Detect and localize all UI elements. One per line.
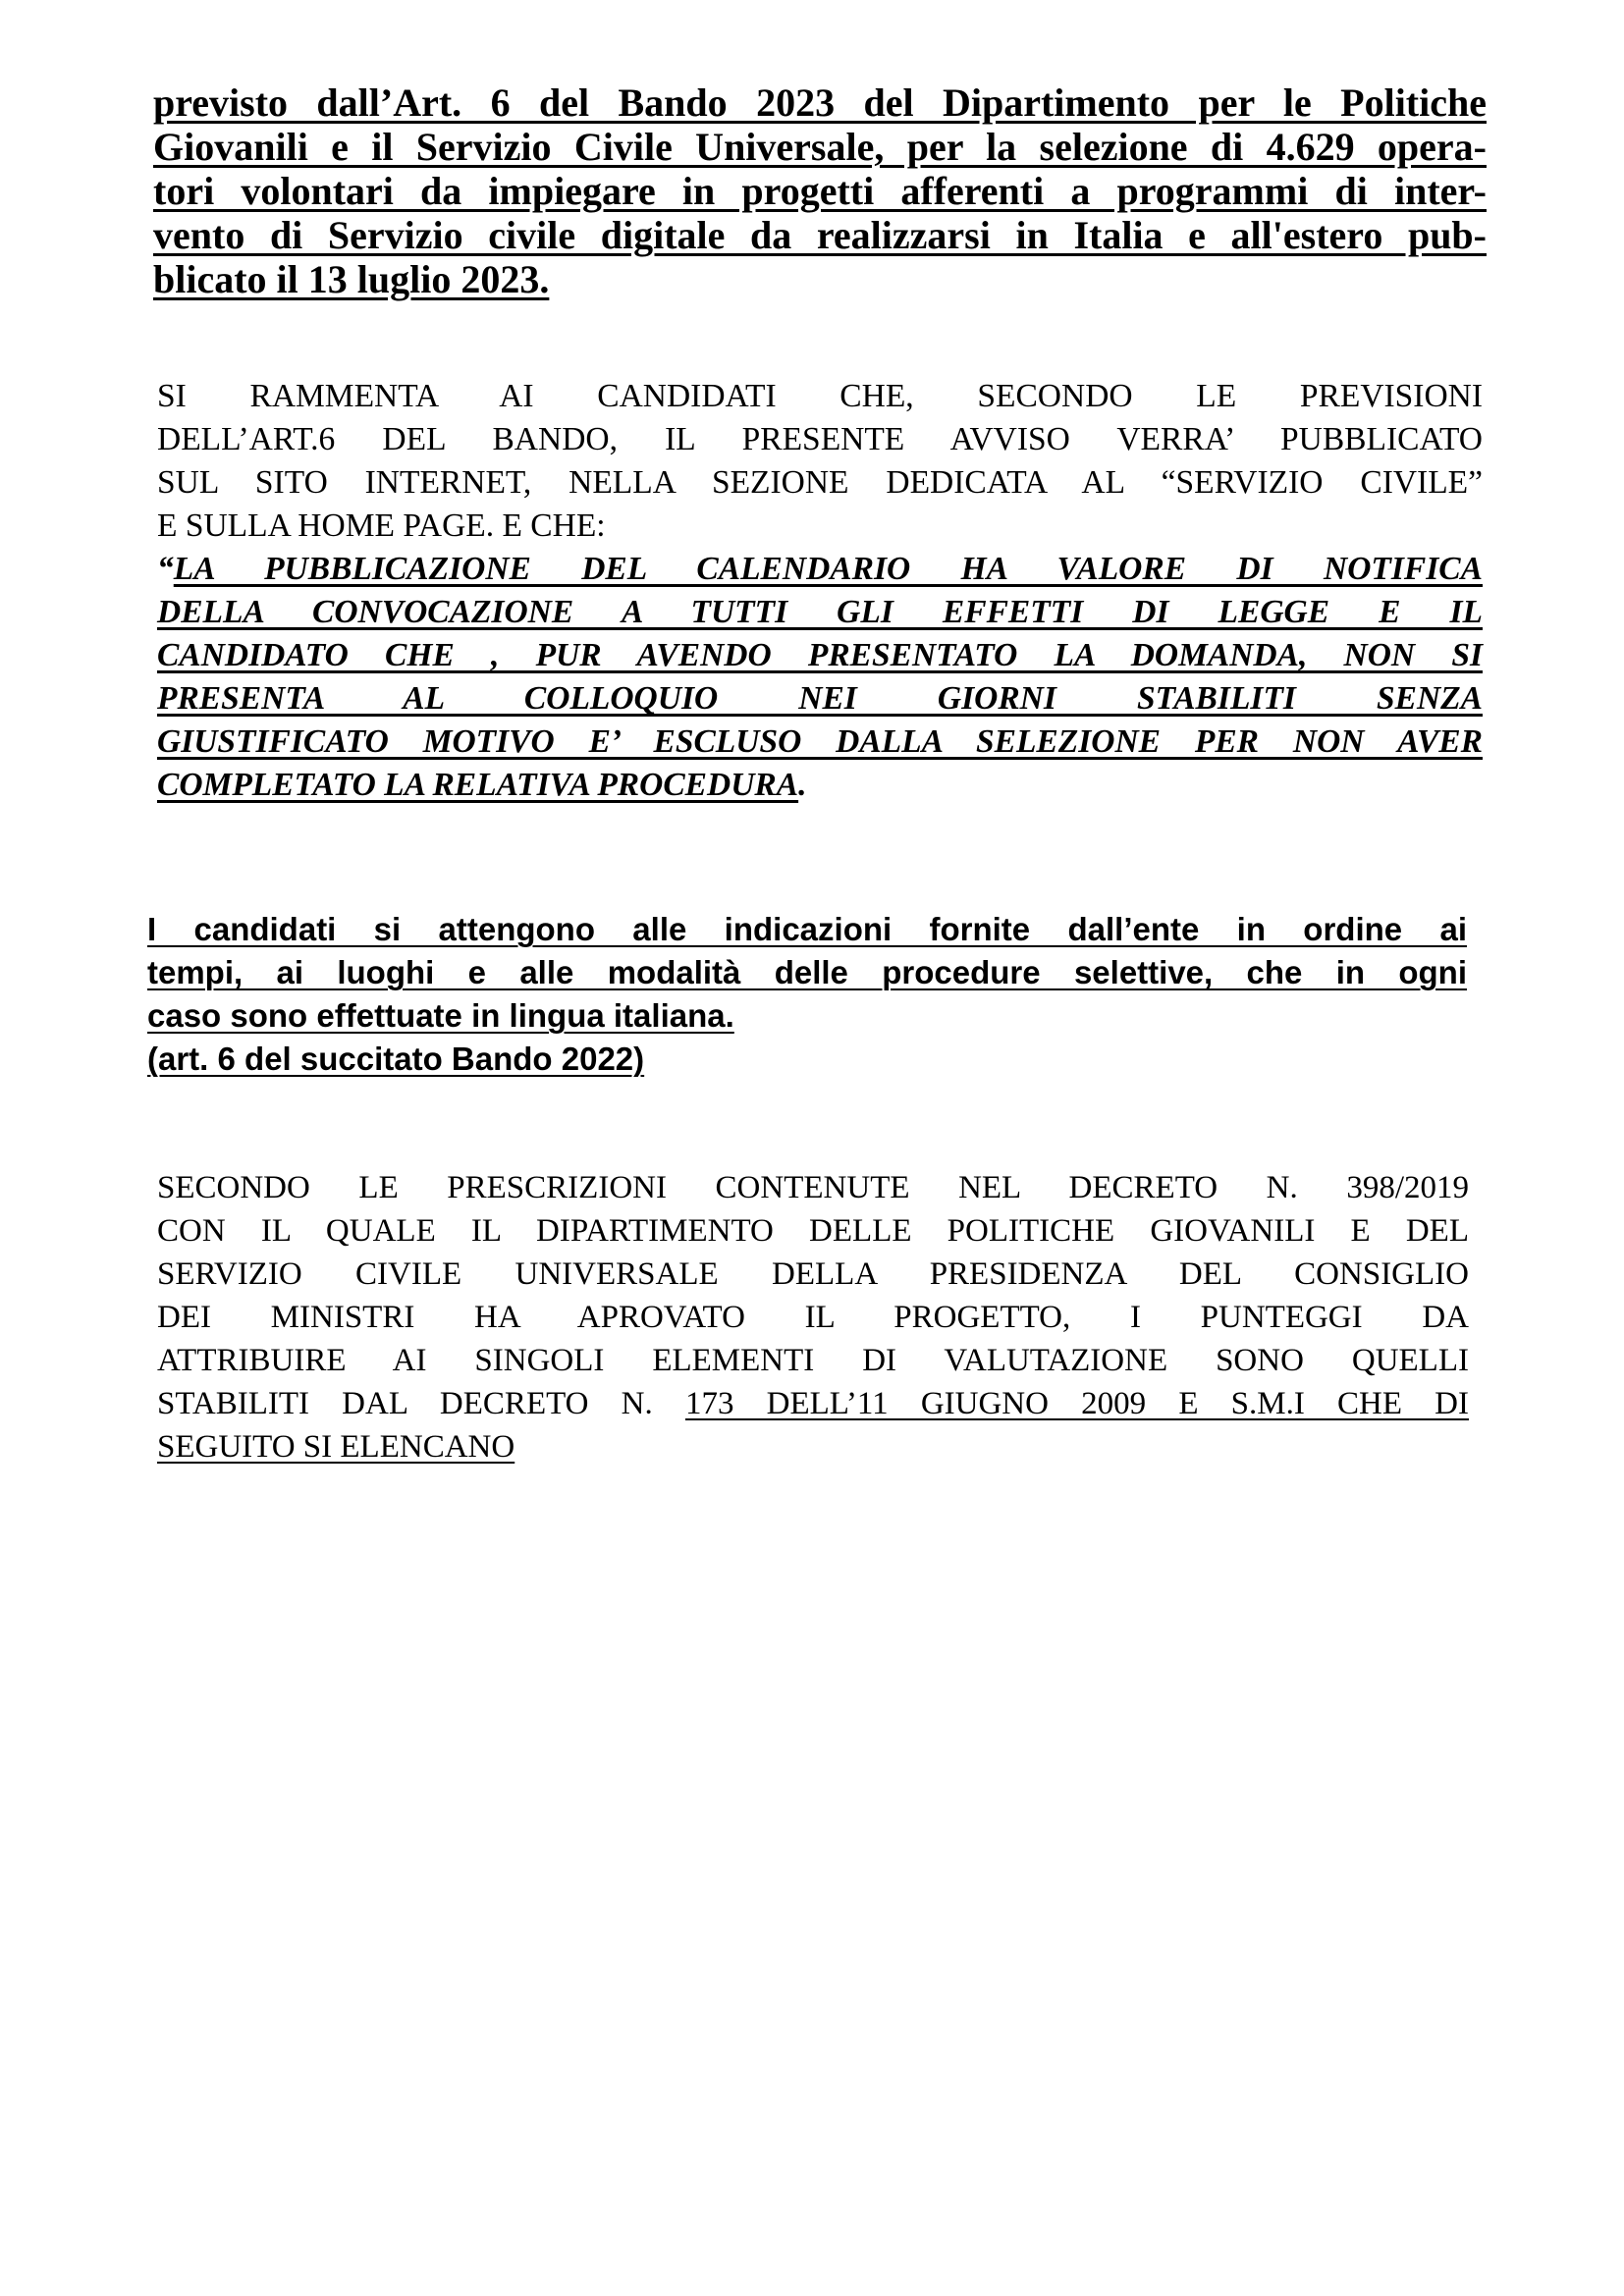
prescriptions-line: SEGUITO SI ELENCANO	[157, 1429, 515, 1465]
candidates-paragraph	[147, 908, 1467, 1081]
intro-line: blicato il 13 luglio 2023.	[153, 257, 550, 301]
reminder-line: SUL SITO INTERNET, NELLA SEZIONE DEDICATA AL “SERVIZIO CIVILE”	[157, 464, 1483, 501]
bando-reference: (art. 6 del succitato Bando 2022)	[147, 1041, 645, 1077]
intro-paragraph	[153, 80, 1487, 301]
reminder-line: SI RAMMENTA AI CANDIDATI CHE, SECONDO LE PREVISIONI	[157, 378, 1483, 414]
notice-line: CANDIDATO CHE , PUR AVENDO PRESENTATO LA DOMANDA, NON SI	[157, 637, 1483, 673]
prescriptions-line: STABILITI DAL DECRETO N. 173 DELL’11 GIUGNO 2009 E S.M.I CHE DI	[157, 1386, 1470, 1421]
reminder-paragraph	[157, 375, 1483, 807]
notice-end: .	[798, 767, 807, 803]
notice-line: PRESENTA AL COLLOQUIO NEI GIORNI STABILITI SENZA	[157, 680, 1483, 717]
prescriptions-line: CON IL QUALE IL DIPARTIMENTO DELLE POLITICHE GIOVANILI E DEL	[157, 1213, 1469, 1249]
notice-line: DELLA CONVOCAZIONE A TUTTI GLI EFFETTI DI LEGGE E IL	[157, 594, 1483, 630]
notice-line: GIUSTIFICATO MOTIVO E’ ESCLUSO DALLA SELEZIONE PER NON AVER	[157, 723, 1483, 760]
reminder-line: DELL’ART.6 DEL BANDO, IL PRESENTE AVVISO VERRA’ PUBBLICATO	[157, 421, 1483, 457]
prescriptions-line: ATTRIBUIRE AI SINGOLI ELEMENTI DI VALUTAZIONE SONO QUELLI	[157, 1343, 1469, 1378]
notification-notice	[157, 548, 1483, 807]
notice-line: COMPLETATO LA RELATIVA PROCEDURA.	[157, 767, 807, 803]
notice-line: “LA PUBBLICAZIONE DEL CALENDARIO HA VALORE DI NOTIFICA	[157, 551, 1483, 587]
candidates-line: I candidati si attengono alle indicazioni fornite dall’ente in ordine ai	[147, 911, 1467, 947]
intro-line: vento di Servizio civile digitale da realizzarsi in Italia e all'estero pub-	[153, 213, 1487, 257]
prescriptions-line: SERVIZIO CIVILE UNIVERSALE DELLA PRESIDENZA DEL CONSIGLIO	[157, 1256, 1469, 1292]
prescriptions-paragraph	[157, 1166, 1469, 1468]
prescriptions-line: DEI MINISTRI HA APROVATO IL PROGETTO, I PUNTEGGI DA	[157, 1300, 1469, 1335]
reminder-line: E SULLA HOME PAGE. E CHE:	[157, 507, 606, 544]
prescriptions-line: SECONDO LE PRESCRIZIONI CONTENUTE NEL DECRETO N. 398/2019	[157, 1170, 1469, 1205]
candidates-line: caso sono effettuate in lingua italiana.	[147, 997, 734, 1034]
intro-line: tori volontari da impiegare in progetti afferenti a programmi di inter-	[153, 169, 1487, 213]
candidates-line: tempi, ai luoghi e alle modalità delle procedure selettive, che in ogni	[147, 954, 1467, 990]
intro-line: previsto dall’Art. 6 del Bando 2023 del Dipartimento per le Politiche	[153, 80, 1487, 125]
notice-open-quote: “	[157, 551, 174, 587]
decree-reference: 173 DELL’11 GIUGNO 2009 E S.M.I CHE DI	[684, 1386, 1470, 1421]
intro-line: Giovanili e il Servizio Civile Universale, per la selezione di 4.629 opera-	[153, 125, 1487, 169]
